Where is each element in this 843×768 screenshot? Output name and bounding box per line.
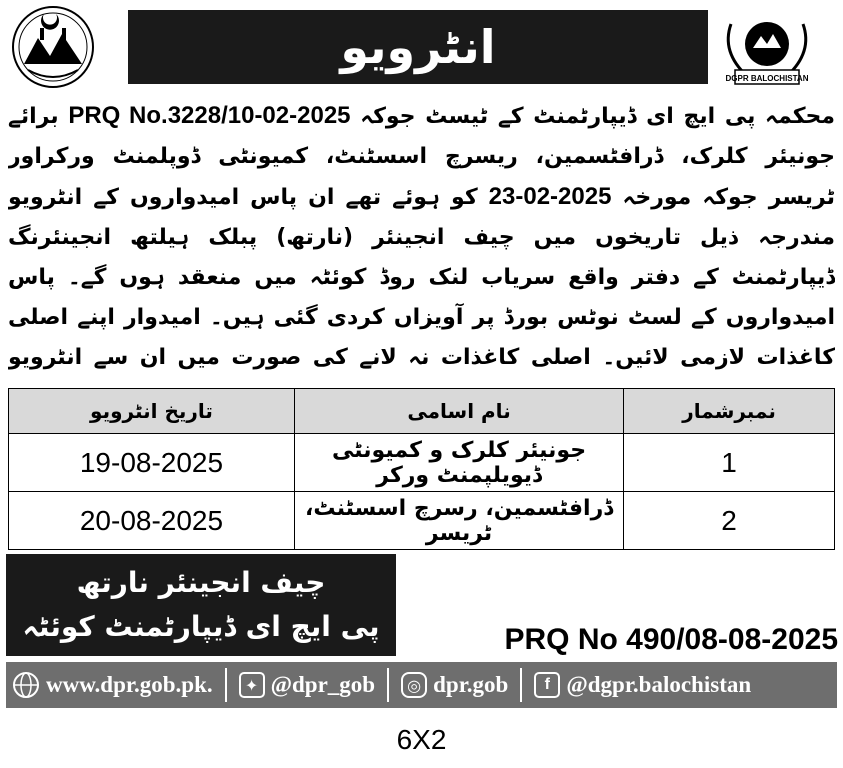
row-serial: 1 — [624, 434, 835, 492]
footer-divider — [520, 668, 522, 702]
body-prq-reference: PRQ No.3228/10-02-2025 — [68, 102, 351, 129]
globe-icon — [12, 671, 40, 699]
table-header-row — [9, 389, 835, 434]
table-row — [9, 492, 835, 550]
ad-size-label: 6X2 — [396, 724, 447, 755]
footer-divider — [225, 668, 227, 702]
dgpr-logo-text: DGPR BALOCHISTAN — [725, 74, 809, 83]
row-date: 19-08-2025 — [9, 434, 295, 492]
instagram-icon: ◎ — [401, 672, 427, 698]
authority-line2: پی ایچ ای ڈیپارٹمنٹ کوئٹہ — [22, 610, 380, 643]
footer-website[interactable] — [6, 662, 219, 708]
issuing-authority-block — [6, 554, 396, 656]
twitter-handle[interactable]: @dpr_gob — [270, 672, 376, 697]
body-rest: کو ہوئے تھے ان پاس امیدواروں کے انٹرویو مندرجہ ذیل تاریخوں میں چیف انجینئر (نارتھ) پبلک ہیلتھ انجینئرنگ ڈیپارٹمنٹ کے دفتر واقع سریاب لنک روڈ کوئٹہ میں منعقد ہوں گے۔ پاس امیدواروں کے لسٹ نوٹس بورڈ پر آویزاں کردی گئی ہیں۔ امیدوار اپنے اصلی کاغذات لازمی لائیں۔ اصلی کاغذات نہ لانے کی صورت میں ان سے انٹرویو — [8, 185, 835, 370]
page-title: انٹرویو — [340, 20, 496, 74]
facebook-handle[interactable]: @dgpr.balochistan — [566, 672, 752, 697]
twitter-icon: ✦ — [239, 672, 265, 698]
body-line1-a: محکمہ پی ایچ ای ڈیپارٹمنٹ کے ٹیسٹ جوکہ — [360, 104, 835, 129]
instagram-handle[interactable]: dpr.gob — [433, 672, 509, 697]
row-date: 20-08-2025 — [9, 492, 295, 550]
header-post: نام اسامی — [294, 389, 623, 434]
footer-divider — [387, 668, 389, 702]
prq-number: PRQ No 490/08-08-2025 — [504, 623, 838, 656]
footer-facebook[interactable] — [528, 662, 757, 708]
row-post: ڈرافٹسمین، رسرچ اسسٹنٹ، ٹریسر — [294, 492, 623, 550]
notice-body — [8, 96, 835, 380]
website-link[interactable]: www.dpr.gob.pk. — [46, 672, 213, 697]
body-line1-b: برائے جونیئر کلرک، ڈرافٹسمین، ریسرچ اسسٹنٹ، کمیونٹی ڈوپلمنٹ ورکراور ٹریسر جوکہ مورخہ — [8, 104, 835, 210]
authority-line1: چیف انجینئر نارتھ — [76, 566, 326, 599]
body-test-date: 23-02-2025 — [488, 183, 612, 210]
interview-schedule-table — [8, 388, 835, 550]
row-post: جونیئر کلرک و کمیونٹی ڈیویلپمنٹ ورکر — [294, 434, 623, 492]
footer-instagram[interactable] — [395, 662, 514, 708]
footer-bar — [6, 662, 837, 708]
row-serial: 2 — [624, 492, 835, 550]
header-date: تاریخ انٹرویو — [9, 389, 295, 434]
facebook-icon: f — [534, 672, 560, 698]
table-row — [9, 434, 835, 492]
header-serial: نمبرشمار — [624, 389, 835, 434]
title-banner — [128, 10, 708, 84]
footer-twitter[interactable] — [233, 662, 381, 708]
dgpr-logo-right — [717, 4, 809, 90]
balochistan-emblem-left — [10, 4, 96, 90]
